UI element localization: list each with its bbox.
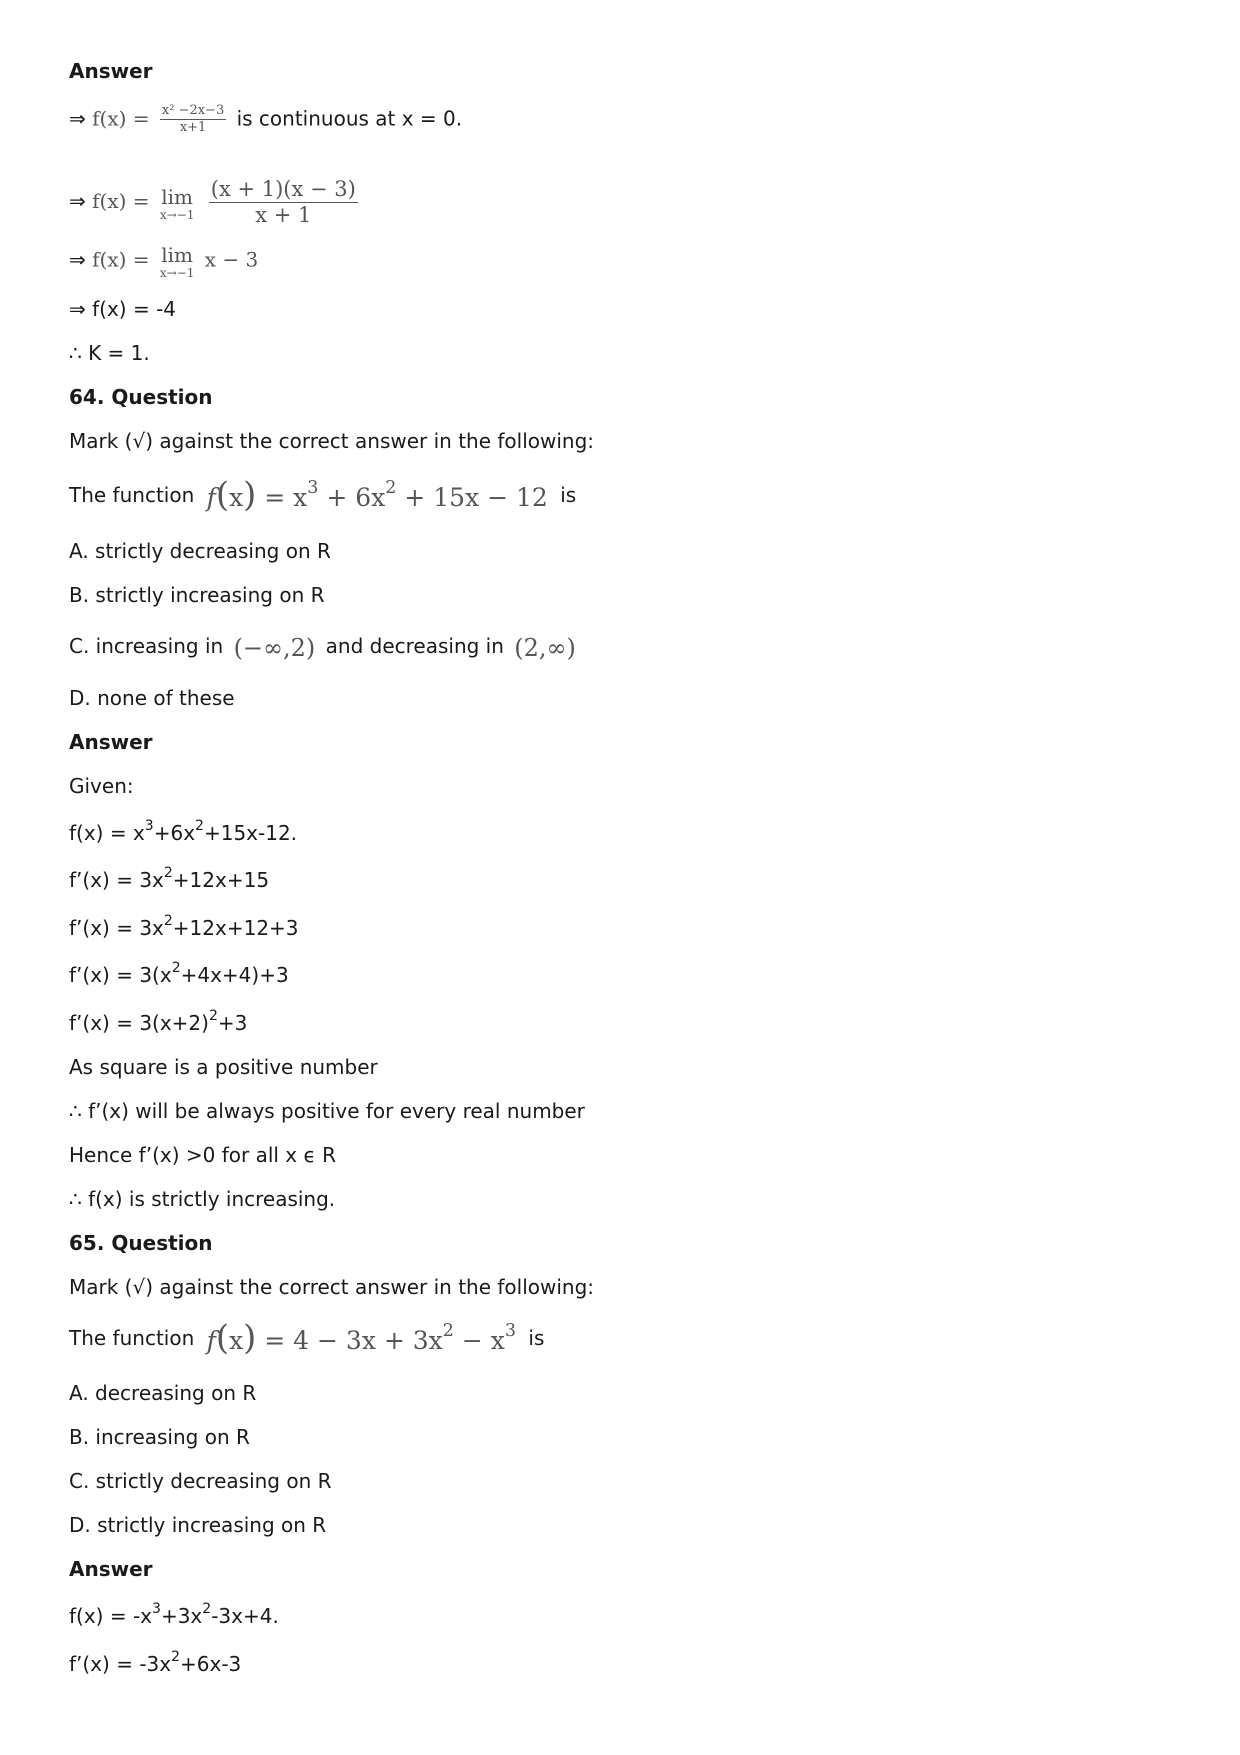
limit-operator: lim x→−1 — [159, 184, 195, 222]
math-expression: f(x) = $\frac{\text{x² −2x−3}}{x+1}$ — [92, 103, 225, 136]
interval-expression: (−∞,2) — [233, 633, 316, 662]
solution-step: f’(x) = $3x^2+12x+12+3$ — [69, 912, 299, 940]
reasoning-conclusion: ∴ f(x) is strictly increasing. — [69, 1187, 336, 1211]
answer-heading: Answer — [69, 1557, 153, 1581]
function-formula: $f(x) = 4 - 3x + 3x^2 - x^3$ — [206, 1318, 517, 1357]
prev-step-4: ⇒ f(x) = -4 — [69, 297, 177, 321]
option-c: C. strictly decreasing on R — [69, 1469, 332, 1493]
prev-step-3 — [69, 243, 258, 279]
solution-step: f’(x) = $3(x^2+4x+4)+3$ — [69, 959, 289, 987]
function-formula: $f(x) = x^3 + 6x^2 + 15x - 12$ — [206, 475, 548, 514]
answer-heading: Answer — [69, 59, 153, 83]
option-b: B. strictly increasing on R — [69, 583, 325, 607]
limit-operator: lim x→−1 — [159, 243, 195, 280]
given-label: Given: — [69, 774, 134, 798]
option-c: C. increasing in (−∞,2) and decreasing in (2,∞) — [69, 633, 576, 662]
question-instruction: Mark (√) against the correct answer in the following: — [69, 429, 595, 453]
question-instruction: Mark (√) against the correct answer in the following: — [69, 1275, 595, 1299]
statement-text: is continuous at x = 0. — [236, 106, 463, 131]
option-d: D. none of these — [69, 686, 235, 710]
interval-expression: (2,∞) — [514, 633, 576, 662]
solution-step: f’(x) = $-3x^2+6x-3$ — [69, 1648, 242, 1676]
question-heading: 64. Question — [69, 385, 213, 409]
question-heading: 65. Question — [69, 1231, 213, 1255]
implies-arrow: ⇒ — [69, 189, 86, 214]
question-stem: The function $f(x) = 4 - 3x + 3x^2 - x^3$ is — [69, 1318, 545, 1357]
solution-step: $f(x) = x^3+6x^2+15x-12$. — [69, 817, 298, 845]
fraction: $\frac{\text{x² −2x−3}}{x+1}$ — [161, 103, 225, 136]
reasoning-line: As square is a positive number — [69, 1055, 378, 1079]
reasoning-line: Hence f’(x) >0 for all x ϵ R — [69, 1143, 337, 1167]
option-d: D. strictly increasing on R — [69, 1513, 327, 1537]
option-a: A. decreasing on R — [69, 1381, 257, 1405]
fraction: $\frac{(x + 1)(x - 3)}{x + 1}$ — [210, 177, 356, 228]
prev-step-2 — [69, 178, 362, 227]
prev-step-1 — [69, 104, 462, 136]
math-expression: f(x) = lim x→−1 x − 3 — [92, 243, 259, 280]
implies-arrow: ⇒ — [69, 247, 86, 272]
solution-step: $f(x) = -x^3+3x^2-3x+4$. — [69, 1600, 279, 1628]
option-b: B. increasing on R — [69, 1425, 250, 1449]
implies-arrow: ⇒ — [69, 106, 86, 131]
reasoning-line: ∴ f’(x) will be always positive for every real number — [69, 1099, 585, 1123]
answer-heading: Answer — [69, 730, 153, 754]
option-a: A. strictly decreasing on R — [69, 539, 331, 563]
question-stem: The function $f(x) = x^3 + 6x^2 + 15x - 12$ is — [69, 475, 577, 514]
solution-step: f’(x) = $3x^2+12x+15$ — [69, 864, 270, 892]
math-expression: f(x) = lim x→−1 $\frac{(x + 1)(x - 3)}{x + 1}$ — [92, 177, 356, 228]
solution-step: f’(x) = $3(x+2)^2+3$ — [69, 1007, 248, 1035]
prev-conclusion: ∴ K = 1. — [69, 341, 150, 365]
